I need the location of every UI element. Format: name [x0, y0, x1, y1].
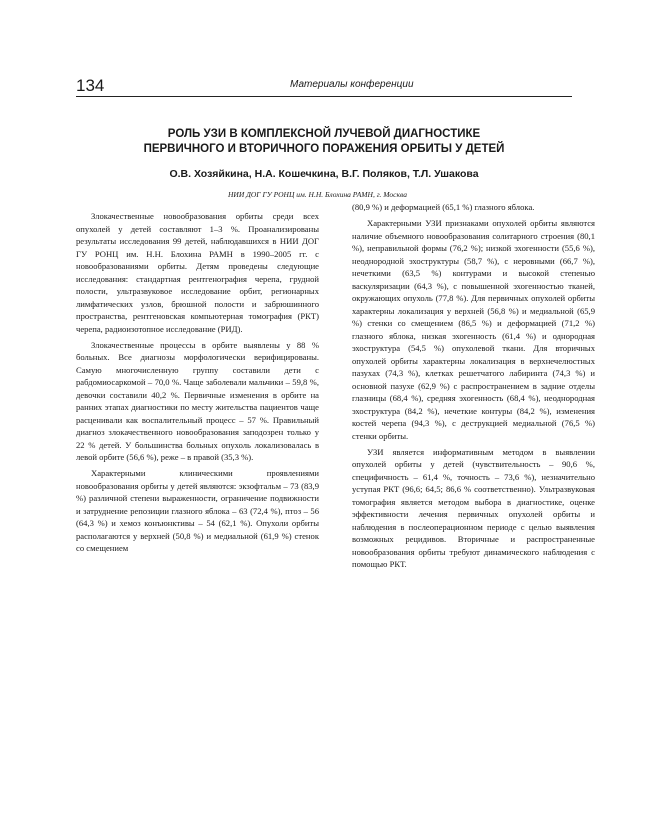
paragraph: УЗИ является информативным методом в выявлении опухолей орбиты у детей (чувствительность – 90,6 %, специфичность – 61,4 %, точность – 73,6 %), незначительно уступая РКТ (96,6; 64,5; 86,6 % соответственно). Ультразвуковая томография является методом выбора в диагностике, оценке эффективности лечения первичных опухолей орбиты и наблюдения в послеоперационном периоде с целью выявления возможных рецидивов. Вторичные и распространенные новообразования орбиты требуют динамического наблюдения с помощью РКТ.	[352, 446, 595, 569]
left-column	[76, 210, 319, 558]
paragraph: Характерными клиническими проявлениями новообразования орбиты у детей являются: экзофтальм – 73 (83,9 %) различной степени выраженности, ограничение подвижности и затруднение репозиции глазного яблока – 63 (72,4 %), птоз – 56 (64,3 %) и хемоз конъюнктивы – 54 (62,1 %). Опухоли орбиты располагаются у верхней (50,8 %) и медиальной (61,9 %) стенок со смещением	[76, 468, 319, 553]
article-title	[76, 127, 572, 157]
title-line-1: РОЛЬ УЗИ В КОМПЛЕКСНОЙ ЛУЧЕВОЙ ДИАГНОСТИКЕ	[167, 128, 481, 140]
right-column	[352, 201, 595, 574]
header-rule	[76, 96, 572, 97]
paragraph: (80,9 %) и деформацией (65,1 %) глазного яблока.	[352, 202, 535, 212]
paragraph: Злокачественные процессы в орбите выявлены у 88 % больных. Все диагнозы морфологически верифицированы. Самую многочисленную группу составили дети с рабдомиосаркомой – 70,0 %. Чаще заболевали мальчики – 59,8 %, девочки составили 40,2 %. Первичные изменения в орбите на ранних этапах диагностики по месту жительства пациентов чаще расценивали как воспалительный процесс – 57 %. Правильный диагноз злокачественного новообразования заподозрен только у 22 % детей. У большинства больных опухоль локализовалась в левой орбите (56,6 %), реже – в правой (35,3 %).	[76, 339, 319, 462]
page-number: 134	[76, 76, 105, 95]
authors: О.В. Хозяйкина, Н.А. Кошечкина, В.Г. Поляков, Т.Л. Ушакова	[169, 168, 479, 180]
paragraph: Злокачественные новообразования орбиты среди всех опухолей у детей составляют 1–3 %. Проанализированы результаты исследования 99 детей, наблюдавшихся в НИИ ДОГ ГУ РОНЦ им. Н.Н. Блохина РАМН в 1990–2005 гг. с новообразованиями орбиты. Детям проведены следующие исследования: стандартная рентгенография черепа, грудной полости, ультразвуковое исследование орбит, регионарных лимфатических узлов, брюшной полости и забрюшинного пространства, рентгеновская компьютерная томография (РКТ) черепа, радиоизотопное исследование (РИД).	[76, 211, 319, 334]
affiliation: НИИ ДОГ ГУ РОНЦ им. Н.Н. Блохина РАМН, г. Москва	[228, 190, 407, 199]
running-head: Материалы конференции	[290, 79, 414, 90]
title-line-2: ПЕРВИЧНОГО И ВТОРИЧНОГО ПОРАЖЕНИЯ ОРБИТЫ У ДЕТЕЙ	[143, 143, 505, 155]
paragraph: Характерными УЗИ признаками опухолей орбиты являются наличие объемного новообразования солитарного строения (80,1 %), неправильной формы (76,2 %); низкой эхогенности (55,6 %), неоднородной эхоструктуры (58,7 %), с неровными (66,7 %), нечеткими (63,5 %) контурами и высокой степенью васкуляризации (64,3 %), с повышенной эхогенностью тканей, окружающих опухоль (77,8 %). Для первичных опухолей орбиты характерны локализация у верхней (56,8 %) и медиальной (65,9 %) стенки со смещением (86,5 %) и деформацией (71,2 %) глазного яблока, низкая эхогенность (61,4 %) и однородная эхоструктура (54,5 %) опухолевой ткани. Для вторичных опухолей орбиты характерны локализация в верхнечелюстных пазухах (74,3 %), клетках решетчатого лабиринта (74,3 %) и основной пазухе (62,9 %) с распространением в задние отделы глазницы (68,4 %), средняя эхогенность (68,4 %), неоднородная эхоструктура (84,2 %), нечеткие контуры (84,2 %), изменения костей черепа (94,3 %), с деструкцией медиальной (76,5 %) стенки орбиты.	[352, 218, 595, 441]
page-header	[76, 76, 572, 98]
